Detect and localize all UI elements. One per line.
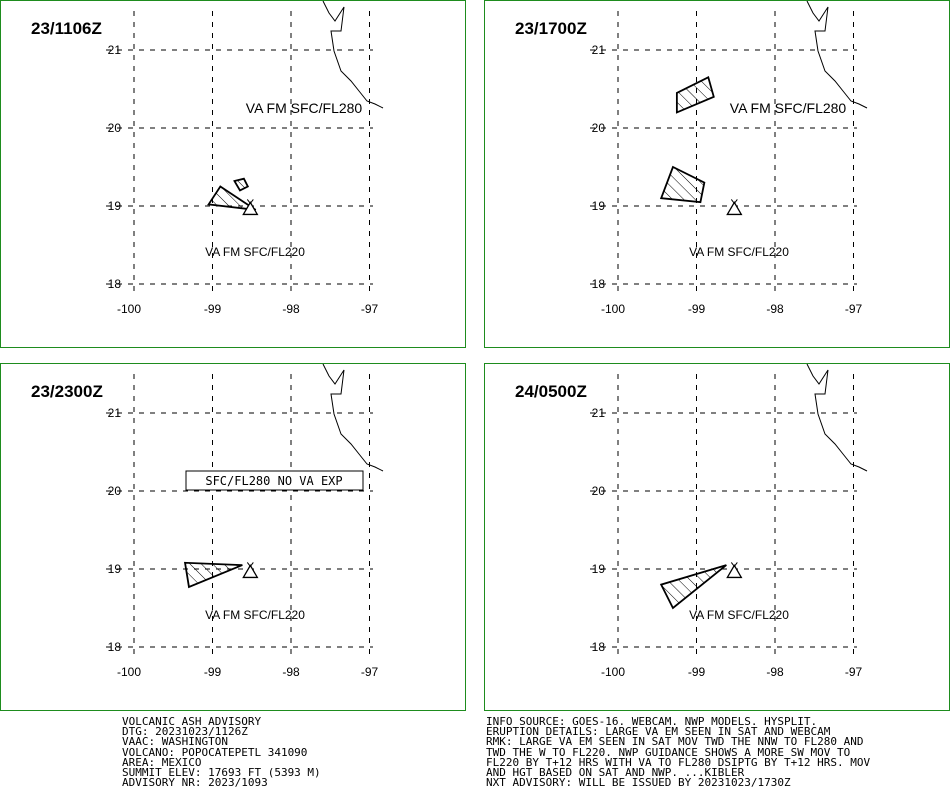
longitude-tick-label: -100 (116, 302, 142, 316)
coastline (807, 1, 867, 108)
advisory-line: AREA: MEXICO (122, 755, 202, 769)
longitude-tick-label: -98 (766, 665, 784, 679)
longitude-tick-label: -97 (844, 302, 863, 316)
ash-cloud-area (677, 77, 714, 112)
latitude-tick-label: 19 (591, 562, 605, 576)
latitude-tick-label: 20 (591, 121, 605, 135)
map-1 (1, 1, 467, 349)
ash-height-label: VA FM SFC/FL280 (245, 100, 363, 116)
longitude-tick-label: -99 (687, 302, 706, 316)
longitude-tick-label: -99 (687, 665, 706, 679)
coastline (323, 364, 383, 471)
latitude-tick-label: 19 (107, 562, 121, 576)
longitude-tick-label: -97 (360, 302, 379, 316)
advisory-line: VOLCANIC ASH ADVISORY (122, 715, 262, 728)
ash-cloud-area (661, 167, 704, 202)
longitude-tick-label: -100 (600, 665, 626, 679)
latitude-tick-label: 20 (591, 484, 605, 498)
latitude-tick-label: 20 (107, 484, 121, 498)
panel-time-label: 24/0500Z (515, 382, 587, 401)
advisory-line: AND HGT BASED ON SAT AND NWP. ...KIBLER (486, 765, 745, 779)
advisory-remarks-text (486, 717, 870, 788)
latitude-tick-label: 18 (591, 277, 605, 291)
map-3 (1, 364, 467, 712)
ash-height-label: VA FM SFC/FL220 (689, 245, 789, 259)
latitude-tick-label: 19 (591, 199, 605, 213)
map-panel-2 (484, 0, 950, 348)
no-ash-expected-label: SFC/FL280 NO VA EXP (205, 474, 343, 488)
latitude-tick-label: 18 (107, 277, 121, 291)
ash-cloud-area (661, 565, 726, 608)
latitude-tick-label: 20 (107, 121, 121, 135)
advisory-line: VOLCANO: POPOCATEPETL 341090 (122, 745, 308, 759)
advisory-line: NXT ADVISORY: WILL BE ISSUED BY 20231023/1730Z (486, 776, 791, 790)
panel-time-label: 23/1700Z (515, 19, 587, 38)
map-2 (485, 1, 950, 349)
ash-height-label: VA FM SFC/FL220 (205, 608, 305, 622)
longitude-tick-label: -100 (116, 665, 142, 679)
advisory-line: DTG: 20231023/1126Z (122, 725, 248, 739)
coastline (323, 1, 383, 108)
advisory-line: ERUPTION DETAILS: LARGE VA EM SEEN IN SAT AND WEBCAM (486, 725, 831, 739)
longitude-tick-label: -97 (360, 665, 379, 679)
latitude-tick-label: 21 (107, 406, 121, 420)
longitude-tick-label: -99 (203, 665, 222, 679)
ash-cloud-area (234, 179, 247, 191)
ash-height-label: VA FM SFC/FL220 (689, 608, 789, 622)
coastline (807, 364, 867, 471)
latitude-tick-label: 21 (107, 43, 121, 57)
advisory-line: FL220 BY T+12 HRS WITH VA TO FL280 DSIPTG BY T+12 HRS. MOV (486, 755, 871, 769)
latitude-tick-label: 21 (591, 406, 605, 420)
advisory-line: SUMMIT ELEV: 17693 FT (5393 M) (122, 765, 321, 779)
ash-cloud-area (185, 563, 242, 587)
map-panel-4 (484, 363, 950, 711)
map-panel-1 (0, 0, 466, 348)
longitude-tick-label: -98 (766, 302, 784, 316)
advisory-line: TWD THE W TO FL220. NWP GUIDANCE SHOWS A MORE SW MOV TO (486, 745, 851, 759)
longitude-tick-label: -97 (844, 665, 863, 679)
advisory-line: RMK: LARGE VA EM SEEN IN SAT MOV TWD THE NNW TO FL280 AND (486, 735, 864, 749)
latitude-tick-label: 19 (107, 199, 121, 213)
panel-time-label: 23/2300Z (31, 382, 103, 401)
latitude-tick-label: 18 (107, 640, 121, 654)
advisory-line: ADVISORY NR: 2023/1093 (122, 776, 268, 790)
advisory-line: INFO SOURCE: GOES-16. WEBCAM. NWP MODELS. HYSPLIT. (486, 715, 818, 728)
longitude-tick-label: -98 (282, 302, 300, 316)
advisory-header-text (122, 717, 321, 788)
longitude-tick-label: -98 (282, 665, 300, 679)
map-panel-3 (0, 363, 466, 711)
latitude-tick-label: 18 (591, 640, 605, 654)
panel-time-label: 23/1106Z (31, 19, 102, 38)
advisory-line: VAAC: WASHINGTON (122, 735, 228, 749)
map-4 (485, 364, 950, 712)
longitude-tick-label: -100 (600, 302, 626, 316)
latitude-tick-label: 21 (591, 43, 605, 57)
ash-height-label: VA FM SFC/FL220 (205, 245, 305, 259)
longitude-tick-label: -99 (203, 302, 222, 316)
ash-height-label: VA FM SFC/FL280 (729, 100, 847, 116)
